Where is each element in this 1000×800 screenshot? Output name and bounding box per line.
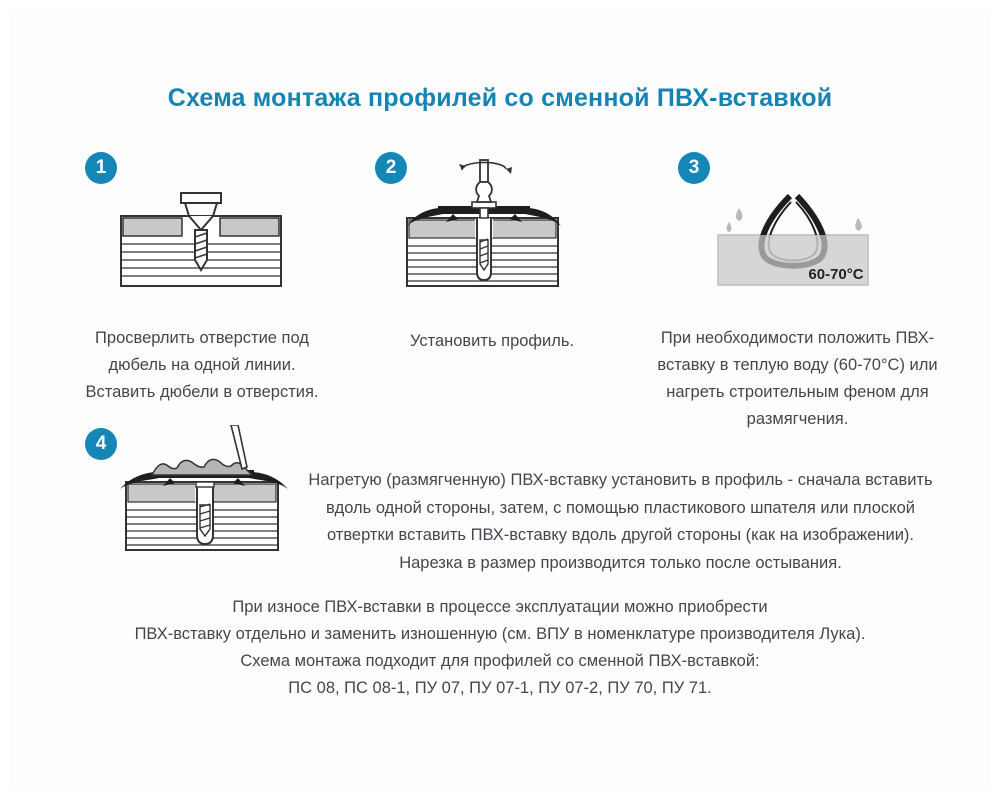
footer-line: При износе ПВХ-вставки в процессе эксплуатации можно приобрести [232,598,768,616]
warm-water-illustration [716,188,888,290]
step-2-caption: Установить профиль. [409,332,575,350]
step-4-caption: Нагретую (размягченную) ПВХ-вставку установить в профиль - сначала вставить вдоль одной стороны, затем, с помощью пластикового шпателя или плоской отвертки вставить ПВХ-вставку вдоль другой стороны (как на изображении). Нарезка в размер производится только после остывания. [308,471,933,572]
step-1-badge: 1 [85,152,117,184]
water-drop-icon [727,222,732,232]
water-temperature-label: 60-70°C [808,266,864,283]
drill-screw-icon [118,192,288,292]
footer-line: Схема монтажа подходит для профилей со сменной ПВХ-вставкой: [240,652,760,670]
step-4-badge: 4 [85,428,117,460]
step-3-caption: При необходимости положить ПВХ-вставку в теплую воду (60-70°С) или нагреть строительным феном для размягчения. [657,329,938,428]
step-2-badge: 2 [375,152,407,184]
pvc-insert-tool-icon [118,425,293,557]
profile-screwdriver-icon [405,158,565,290]
footer-note [0,594,1000,702]
step-3-badge: 3 [678,152,710,184]
step-1-caption: Просверлить отверстие под дюбель на одной линии. Вставить дюбели в отверстия. [85,329,319,401]
water-drop-icon [736,208,743,221]
pvc-insert-water-icon [716,188,888,290]
water-drop-icon [855,218,862,231]
insert-pvc-illustration [118,425,293,557]
footer-line: ПС 08, ПС 08-1, ПУ 07, ПУ 07-1, ПУ 07-2, ПУ 70, ПУ 71. [288,679,712,697]
install-profile-illustration [405,158,565,290]
footer-line: ПВХ-вставку отдельно и заменить изношенную (см. ВПУ в номенклатуре производителя Лука). [134,625,866,643]
drill-hole-illustration [118,192,288,292]
page-title: Схема монтажа профилей со сменной ПВХ-вставкой [167,84,833,112]
